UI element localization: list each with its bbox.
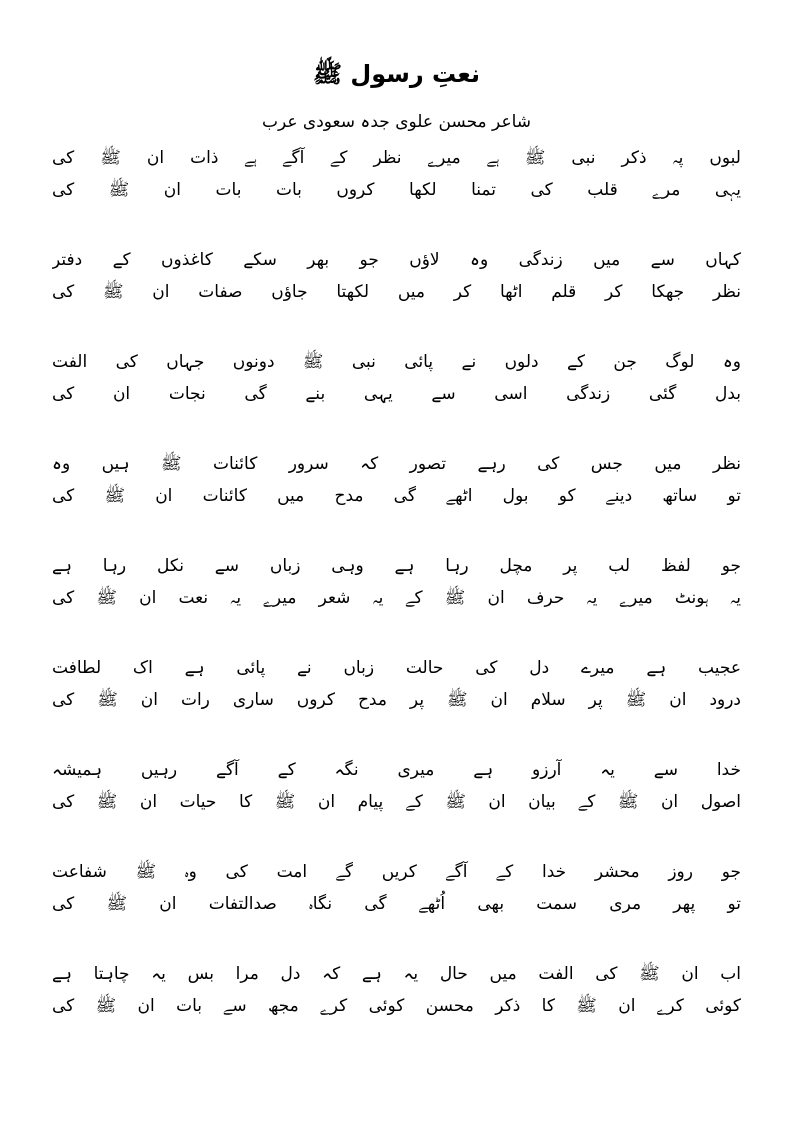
stanza <box>52 448 741 550</box>
stanza <box>52 754 741 856</box>
verse-line: بدل گئی زندگی اسی سے یہی بنے گی نجات ان کی <box>52 384 741 404</box>
verse-line: درود ان ﷺ پر سلام ان ﷺ پر مدح کروں ساری رات ان ﷺ کی <box>52 690 741 710</box>
verse-line: نظر میں جس کی رہے تصور کہ سرور کائنات ﷺ ہیں وہ <box>52 454 741 474</box>
stanza <box>52 142 741 244</box>
verse-line: کوئی کرے ان ﷺ کا ذکر محسن کوئی کرے مجھ سے بات ان ﷺ کی <box>52 996 741 1016</box>
verse-line: کہاں سے میں زندگی وہ لاؤں جو بھر سکے کاغذوں کے دفتر <box>52 250 741 270</box>
stanza <box>52 652 741 754</box>
verse-line: خدا سے یہ آرزو ہے میری نگہ کے آگے رہیں ہمیشہ <box>52 760 741 780</box>
verse-line: اب ان ﷺ کی الفت میں حال یہ ہے کہ دل مرا بس یہ چاہتا ہے <box>52 964 741 984</box>
verse-line: وہ لوگ جن کے دلوں نے پائی نبی ﷺ دونوں جہاں کی الفت <box>52 352 741 372</box>
verse-line: یہی مرے قلب کی تمنا لکھا کروں بات بات ان ﷺ کی <box>52 180 741 200</box>
stanza <box>52 856 741 958</box>
stanza <box>52 958 741 1060</box>
poet-credit: شاعر محسن علوی جدہ سعودی عرب <box>261 112 532 132</box>
poem-body <box>52 142 741 1060</box>
verse-line: نظر جھکا کر قلم اٹھا کر میں لکھتا جاؤں صفات ان ﷺ کی <box>52 282 741 302</box>
verse-line: اصول ان ﷺ کے بیان ان ﷺ کے پیام ان ﷺ کا حیات ان ﷺ کی <box>52 792 741 812</box>
verse-line: لبوں پہ ذکر نبی ﷺ ہے میرے نظر کے آگے ہے ذات ان ﷺ کی <box>52 148 741 168</box>
verse-line: جو روز محشر خدا کے آگے کریں گے امت کی وہ ﷺ شفاعت <box>52 862 741 882</box>
verse-line: تو پھر مری سمت بھی اُٹھے گی نگاہ صدالتفات ان ﷺ کی <box>52 894 741 914</box>
stanza <box>52 346 741 448</box>
verse-line: جو لفظ لب پر مچل رہا ہے وہی زباں سے نکل رہا ہے <box>52 556 741 576</box>
verse-line: یہ ہونٹ میرے یہ حرف ان ﷺ کے یہ شعر میرے یہ نعت ان ﷺ کی <box>52 588 741 608</box>
stanza <box>52 244 741 346</box>
verse-line: عجیب ہے میرے دل کی حالت زباں نے پائی ہے اک لطافت <box>52 658 741 678</box>
stanza <box>52 550 741 652</box>
verse-line: تو ساتھ دینے کو بول اٹھے گی مدح میں کائنات ان ﷺ کی <box>52 486 741 506</box>
poem-title: نعتِ رسول ﷺ <box>313 60 480 88</box>
